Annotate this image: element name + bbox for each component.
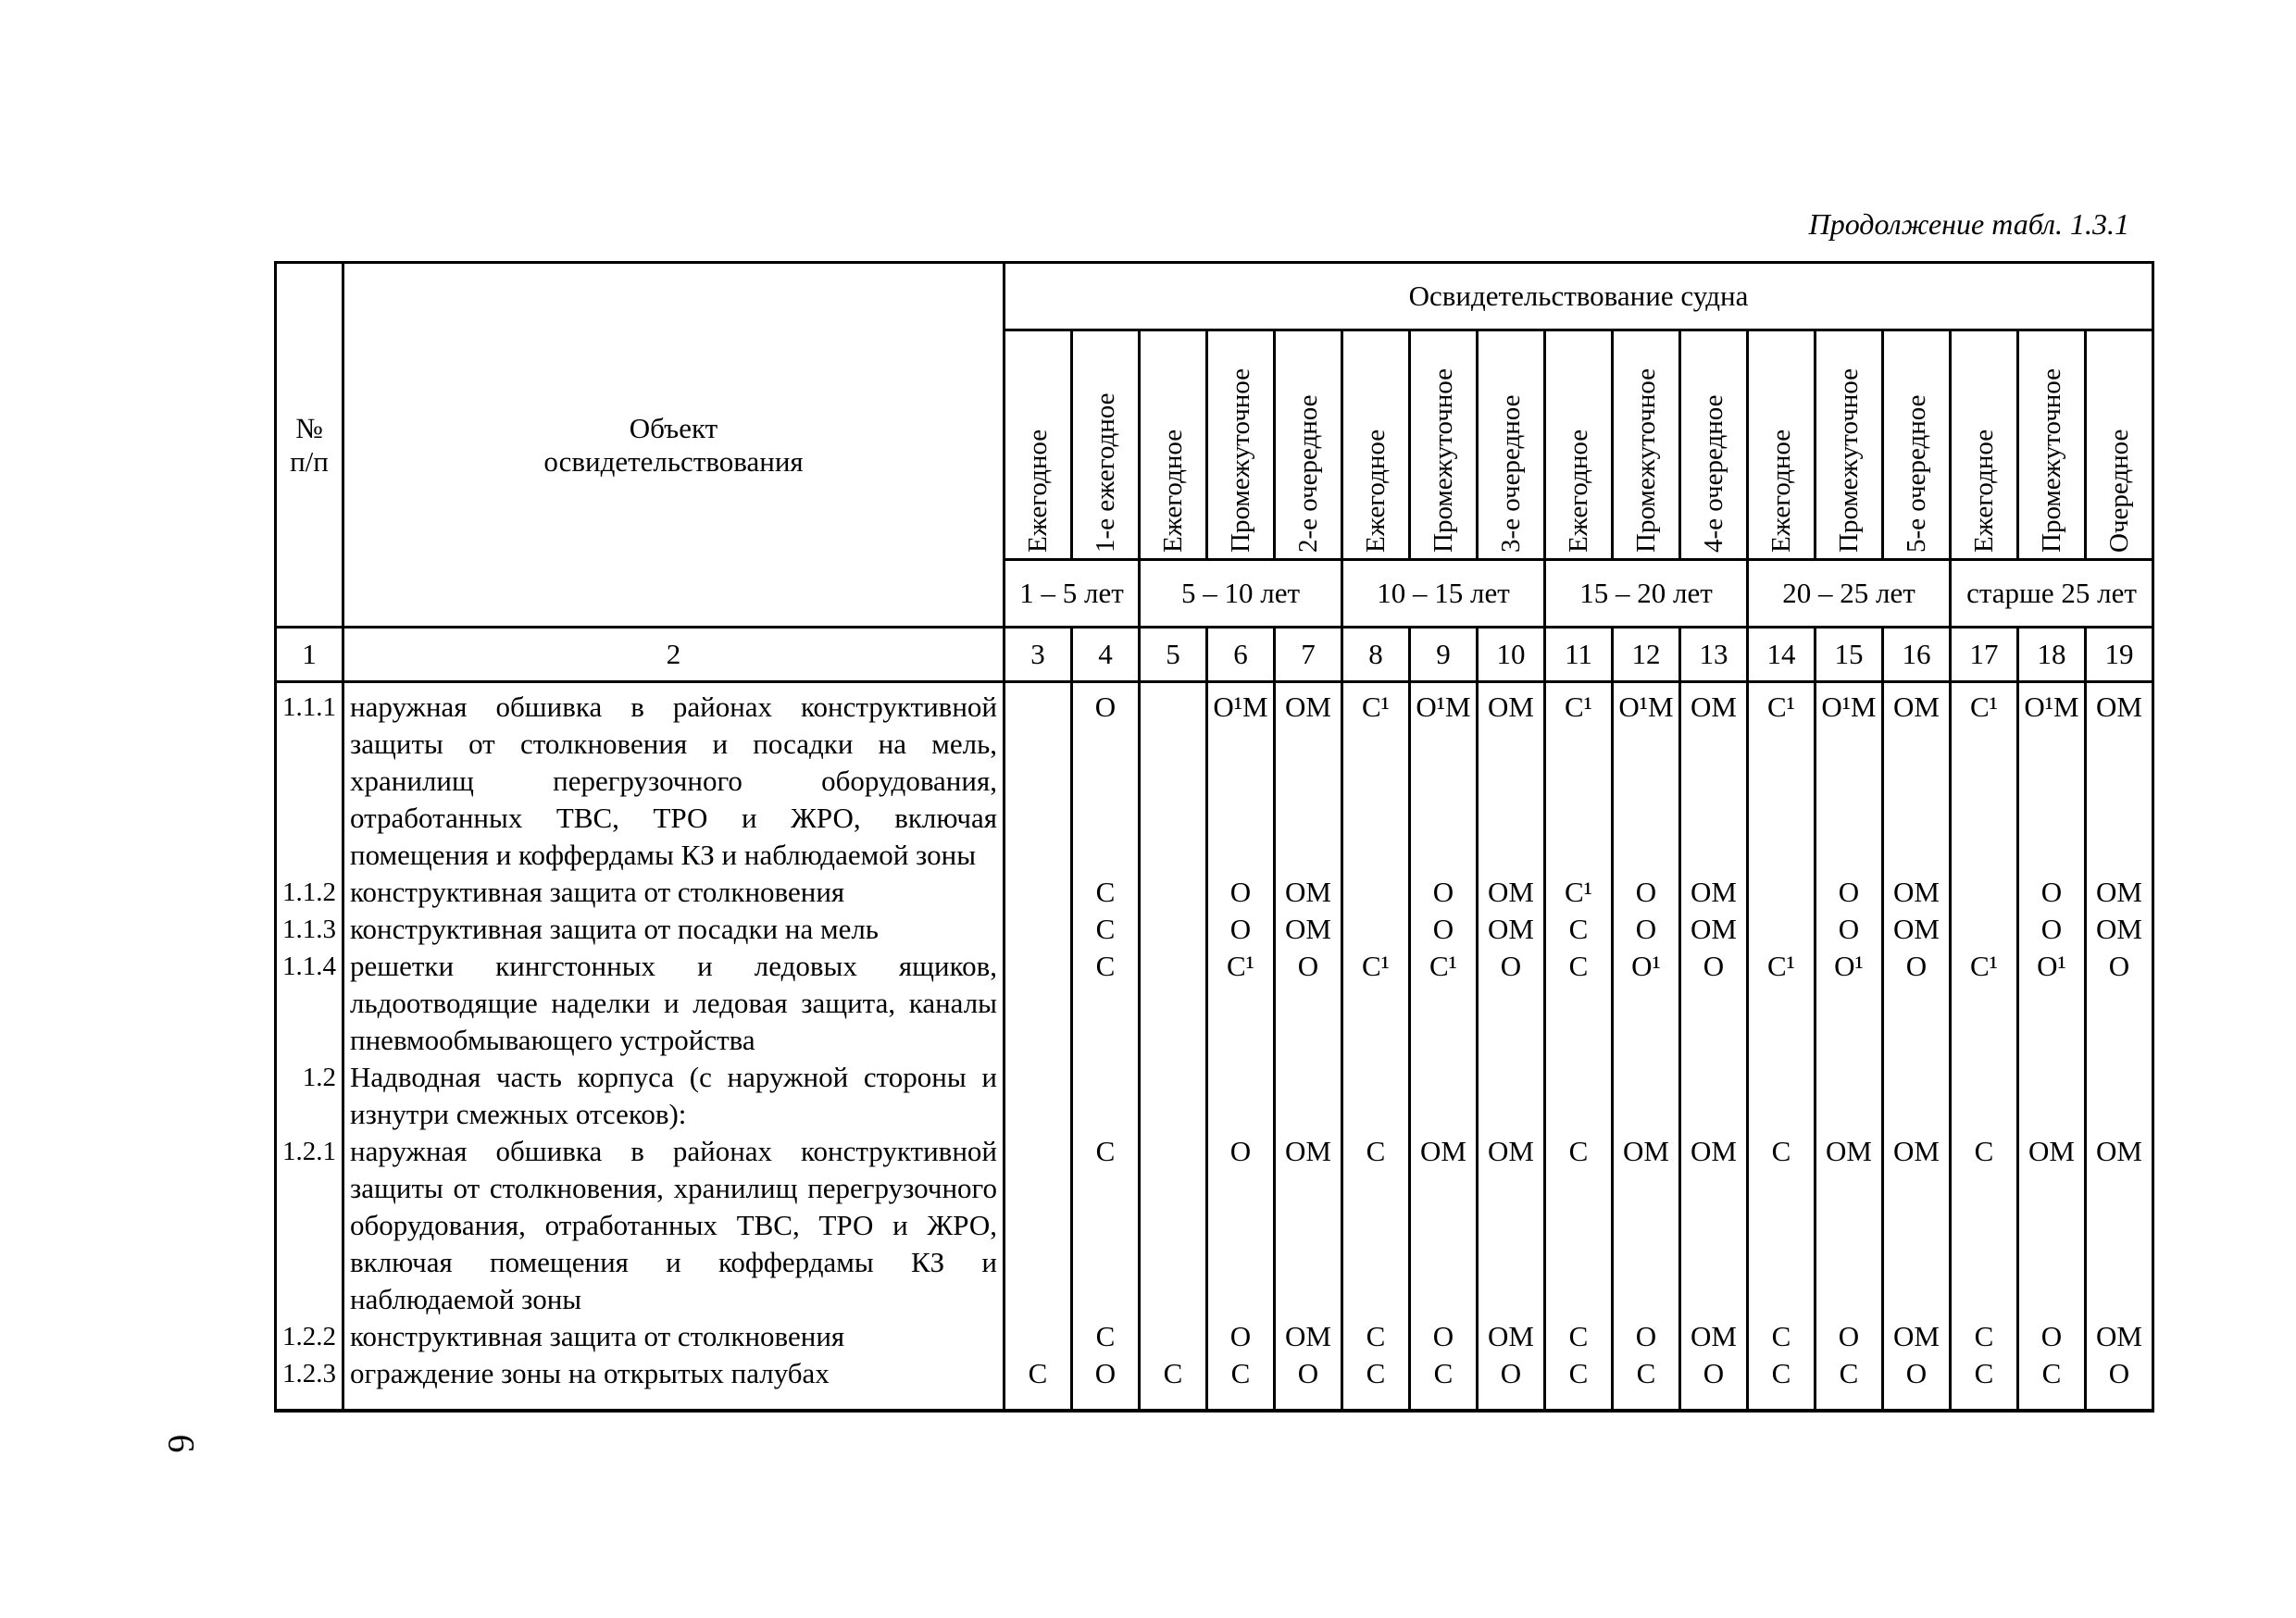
header-survey-type xyxy=(1072,330,1140,560)
table-row xyxy=(276,1355,2153,1411)
header-period: 10 – 15 лет xyxy=(1342,560,1545,628)
survey-cell: С xyxy=(1951,1318,2018,1355)
survey-cell: ОМ xyxy=(2086,682,2153,875)
column-number: 1 xyxy=(276,628,343,682)
survey-cell: О xyxy=(1207,1133,1275,1318)
survey-cell: ОМ xyxy=(1275,1133,1342,1318)
survey-cell xyxy=(1004,1318,1072,1355)
survey-cell xyxy=(1004,948,1072,1059)
survey-cell: С xyxy=(1545,1133,1613,1318)
header-survey-type xyxy=(1951,330,2018,560)
survey-cell xyxy=(1680,1059,1748,1133)
survey-cell: ОМ xyxy=(1613,1133,1680,1318)
survey-cell: С¹ xyxy=(1951,948,2018,1059)
survey-cell: О xyxy=(2018,1318,2086,1355)
survey-cell: ОМ xyxy=(1478,682,1545,875)
row-number: 1.1.2 xyxy=(276,874,343,911)
survey-cell: С xyxy=(1072,948,1140,1059)
survey-type-label: Промежуточное xyxy=(1225,367,1255,553)
survey-cell xyxy=(1140,874,1207,911)
survey-cell: ОМ xyxy=(1883,911,1951,948)
survey-cell: О xyxy=(2018,874,2086,911)
survey-cell: О xyxy=(1072,1355,1140,1411)
survey-cell: О xyxy=(1207,1318,1275,1355)
survey-cell xyxy=(1613,1059,1680,1133)
header-col-object: Объект освидетельствования xyxy=(343,263,1004,628)
header-survey-type xyxy=(1545,330,1613,560)
header-survey-type xyxy=(1613,330,1680,560)
survey-cell: С¹ xyxy=(1748,948,1816,1059)
table-row xyxy=(276,911,2153,948)
survey-type-label: 4-е очередное xyxy=(1698,394,1728,553)
survey-cell: ОМ xyxy=(1680,911,1748,948)
column-number: 6 xyxy=(1207,628,1275,682)
survey-cell: С¹ xyxy=(1342,948,1410,1059)
survey-cell: С¹ xyxy=(1545,874,1613,911)
survey-cell: О xyxy=(1816,1318,1883,1355)
survey-cell xyxy=(1342,874,1410,911)
survey-cell xyxy=(1004,911,1072,948)
row-object-text: конструктивная защита от посадки на мель xyxy=(343,911,1004,948)
header-survey-type xyxy=(1275,330,1342,560)
survey-cell xyxy=(1004,1133,1072,1318)
column-number: 5 xyxy=(1140,628,1207,682)
header-survey-type xyxy=(1680,330,1748,560)
survey-cell: О xyxy=(1410,874,1478,911)
survey-type-label: Промежуточное xyxy=(1833,367,1864,553)
survey-cell xyxy=(1004,1059,1072,1133)
survey-cell: ОМ xyxy=(1883,682,1951,875)
row-object-text: Надводная часть корпуса (с наружной стороны и изнутри смежных отсеков): xyxy=(343,1059,1004,1133)
row-object-text: ограждение зоны на открытых палубах xyxy=(343,1355,1004,1411)
row-number: 1.2.3 xyxy=(276,1355,343,1411)
survey-cell: О xyxy=(1613,874,1680,911)
survey-cell: С xyxy=(1748,1318,1816,1355)
row-object-text: решетки кингстонных и ледовых ящиков, льдоотводящие наделки и ледовая защита, каналы пневмообмывающего устройства xyxy=(343,948,1004,1059)
table-row xyxy=(276,1318,2153,1355)
survey-cell xyxy=(2018,1059,2086,1133)
survey-cell xyxy=(1140,1059,1207,1133)
survey-cell: С xyxy=(1207,1355,1275,1411)
survey-cell xyxy=(1342,1059,1410,1133)
survey-cell: О xyxy=(1680,1355,1748,1411)
survey-cell: О¹М xyxy=(1613,682,1680,875)
survey-type-label: 5-е очередное xyxy=(1901,394,1931,553)
column-number: 18 xyxy=(2018,628,2086,682)
survey-cell xyxy=(1883,1059,1951,1133)
column-number: 12 xyxy=(1613,628,1680,682)
table-row xyxy=(276,948,2153,1059)
survey-cell: С xyxy=(1613,1355,1680,1411)
survey-cell: ОМ xyxy=(2086,1318,2153,1355)
survey-cell: С xyxy=(1004,1355,1072,1411)
table-row xyxy=(276,682,2153,875)
survey-cell: С xyxy=(2018,1355,2086,1411)
survey-cell xyxy=(1748,1059,1816,1133)
row-number: 1.1.1 xyxy=(276,682,343,875)
survey-cell xyxy=(1140,911,1207,948)
survey-cell: С xyxy=(1545,1355,1613,1411)
row-number: 1.2.1 xyxy=(276,1133,343,1318)
survey-type-label: Очередное xyxy=(2103,429,2134,553)
table-continuation-caption: Продолжение табл. 1.3.1 xyxy=(1808,207,2129,241)
survey-cell: ОМ xyxy=(2018,1133,2086,1318)
column-number: 15 xyxy=(1816,628,1883,682)
survey-cell: ОМ xyxy=(1478,874,1545,911)
survey-cell: О¹М xyxy=(1410,682,1478,875)
header-survey-type xyxy=(1342,330,1410,560)
survey-cell: С¹ xyxy=(1748,682,1816,875)
survey-cell: О¹ xyxy=(1613,948,1680,1059)
header-col-number: № п/п xyxy=(276,263,343,628)
survey-cell: О xyxy=(1410,911,1478,948)
survey-cell xyxy=(1951,911,2018,948)
header-survey-type xyxy=(1816,330,1883,560)
survey-cell: С xyxy=(1342,1355,1410,1411)
survey-cell: ОМ xyxy=(2086,874,2153,911)
survey-cell xyxy=(1545,1059,1613,1133)
survey-cell xyxy=(1275,1059,1342,1133)
header-period: 5 – 10 лет xyxy=(1140,560,1342,628)
survey-cell: С xyxy=(1748,1133,1816,1318)
row-number: 1.2 xyxy=(276,1059,343,1133)
survey-cell xyxy=(1140,682,1207,875)
survey-type-label: Ежегодное xyxy=(1968,429,1999,553)
survey-cell: С xyxy=(1410,1355,1478,1411)
survey-cell: С xyxy=(1951,1355,2018,1411)
survey-cell: С¹ xyxy=(1410,948,1478,1059)
survey-cell: О¹М xyxy=(1816,682,1883,875)
column-number: 16 xyxy=(1883,628,1951,682)
survey-cell: С xyxy=(1140,1355,1207,1411)
header-survey-type xyxy=(1883,330,1951,560)
header-survey-type xyxy=(1207,330,1275,560)
survey-cell: ОМ xyxy=(1883,1133,1951,1318)
survey-cell: ОМ xyxy=(2086,911,2153,948)
survey-cell: С¹ xyxy=(1951,682,2018,875)
survey-cell: С xyxy=(1748,1355,1816,1411)
survey-cell: ОМ xyxy=(1816,1133,1883,1318)
survey-cell: С xyxy=(1072,1133,1140,1318)
survey-cell: О¹М xyxy=(2018,682,2086,875)
header-survey-type xyxy=(2086,330,2153,560)
survey-cell xyxy=(1207,1059,1275,1133)
survey-cell xyxy=(2086,1059,2153,1133)
row-object-text: наружная обшивка в районах конструктивной защиты от столкновения, хранилищ перегрузочного оборудования, отработанных ТВС, ТРО и ЖРО, включая помещения и коффердамы КЗ и наблюдаемой зоны xyxy=(343,1133,1004,1318)
header-survey-type xyxy=(1410,330,1478,560)
survey-cell: О xyxy=(1613,911,1680,948)
survey-cell: О xyxy=(1207,874,1275,911)
survey-type-label: 3-е очередное xyxy=(1495,394,1526,553)
table-row xyxy=(276,874,2153,911)
survey-cell: С xyxy=(1342,1318,1410,1355)
survey-cell: ОМ xyxy=(1680,874,1748,911)
row-object-text: наружная обшивка в районах конструктивной защиты от столкновения и посадки на мель, хранилищ перегрузочного оборудования, отработанных ТВС, ТРО и ЖРО, включая помещения и коффердамы КЗ и наблюдаемой зоны xyxy=(343,682,1004,875)
survey-type-label: Ежегодное xyxy=(1022,429,1053,553)
column-number: 17 xyxy=(1951,628,2018,682)
survey-cell xyxy=(1342,911,1410,948)
survey-cell: О xyxy=(1410,1318,1478,1355)
header-survey-type xyxy=(2018,330,2086,560)
survey-cell: О xyxy=(2018,911,2086,948)
survey-cell: С xyxy=(1816,1355,1883,1411)
survey-cell: О xyxy=(1883,1355,1951,1411)
survey-cell: ОМ xyxy=(1478,911,1545,948)
survey-cell: О xyxy=(1478,1355,1545,1411)
survey-cell: ОМ xyxy=(1478,1133,1545,1318)
survey-cell: С xyxy=(1072,874,1140,911)
survey-cell: О¹ xyxy=(1816,948,1883,1059)
survey-cell: О xyxy=(2086,1355,2153,1411)
survey-type-label: 2-е очередное xyxy=(1292,394,1323,553)
survey-cell: С xyxy=(1545,1318,1613,1355)
survey-cell xyxy=(1748,911,1816,948)
column-number: 8 xyxy=(1342,628,1410,682)
header-group-title: Освидетельствование судна xyxy=(1004,263,2153,330)
survey-cell xyxy=(1951,1059,2018,1133)
column-number: 7 xyxy=(1275,628,1342,682)
column-number: 10 xyxy=(1478,628,1545,682)
survey-cell: ОМ xyxy=(1680,1133,1748,1318)
row-object-text: конструктивная защита от столкновения xyxy=(343,1318,1004,1355)
survey-cell xyxy=(1140,948,1207,1059)
survey-cell: О xyxy=(1680,948,1748,1059)
header-period: 15 – 20 лет xyxy=(1545,560,1748,628)
survey-table xyxy=(274,261,2154,1413)
survey-cell: ОМ xyxy=(1680,1318,1748,1355)
survey-cell: О¹ xyxy=(2018,948,2086,1059)
survey-cell: С xyxy=(1545,911,1613,948)
column-number: 4 xyxy=(1072,628,1140,682)
survey-cell: ОМ xyxy=(1883,874,1951,911)
survey-type-label: Промежуточное xyxy=(2036,367,2066,553)
column-number: 11 xyxy=(1545,628,1613,682)
row-number: 1.1.4 xyxy=(276,948,343,1059)
survey-cell xyxy=(1004,682,1072,875)
survey-cell: О xyxy=(1072,682,1140,875)
survey-type-label: Ежегодное xyxy=(1563,429,1593,553)
survey-cell: О xyxy=(1816,874,1883,911)
survey-cell: С xyxy=(1072,911,1140,948)
page-number: 6 xyxy=(160,1434,203,1453)
row-object-text: конструктивная защита от столкновения xyxy=(343,874,1004,911)
survey-cell: ОМ xyxy=(1680,682,1748,875)
column-number: 9 xyxy=(1410,628,1478,682)
survey-cell xyxy=(1951,874,2018,911)
survey-cell: О xyxy=(1883,948,1951,1059)
survey-cell: О xyxy=(2086,948,2153,1059)
survey-cell: ОМ xyxy=(1275,911,1342,948)
survey-cell xyxy=(1072,1059,1140,1133)
column-number: 19 xyxy=(2086,628,2153,682)
survey-cell xyxy=(1816,1059,1883,1133)
survey-cell: С xyxy=(1072,1318,1140,1355)
survey-cell: ОМ xyxy=(1275,874,1342,911)
survey-cell: О xyxy=(1478,948,1545,1059)
survey-type-label: Ежегодное xyxy=(1360,429,1391,553)
survey-cell: О¹М xyxy=(1207,682,1275,875)
row-number: 1.2.2 xyxy=(276,1318,343,1355)
survey-type-label: Ежегодное xyxy=(1766,429,1796,553)
survey-cell: ОМ xyxy=(1275,1318,1342,1355)
column-number: 14 xyxy=(1748,628,1816,682)
survey-cell: О xyxy=(1613,1318,1680,1355)
survey-cell: ОМ xyxy=(1883,1318,1951,1355)
header-survey-type xyxy=(1004,330,1072,560)
table-row xyxy=(276,1133,2153,1318)
survey-cell: ОМ xyxy=(1410,1133,1478,1318)
row-number: 1.1.3 xyxy=(276,911,343,948)
survey-cell: С¹ xyxy=(1342,682,1410,875)
survey-type-label: Ежегодное xyxy=(1157,429,1188,553)
column-number: 13 xyxy=(1680,628,1748,682)
header-period: старше 25 лет xyxy=(1951,560,2153,628)
survey-cell: О xyxy=(1816,911,1883,948)
survey-cell: О xyxy=(1207,911,1275,948)
survey-cell: С xyxy=(1342,1133,1410,1318)
survey-cell: С¹ xyxy=(1207,948,1275,1059)
survey-type-label: 1-е ежегодное xyxy=(1090,392,1120,553)
survey-cell: С xyxy=(1951,1133,2018,1318)
survey-type-label: Промежуточное xyxy=(1428,367,1458,553)
survey-cell: ОМ xyxy=(1478,1318,1545,1355)
header-survey-type xyxy=(1140,330,1207,560)
survey-cell xyxy=(1410,1059,1478,1133)
survey-cell: О xyxy=(1275,1355,1342,1411)
header-period: 1 – 5 лет xyxy=(1004,560,1140,628)
survey-cell: С xyxy=(1545,948,1613,1059)
column-number: 3 xyxy=(1004,628,1072,682)
survey-cell xyxy=(1748,874,1816,911)
survey-cell xyxy=(1140,1318,1207,1355)
header-period: 20 – 25 лет xyxy=(1748,560,1951,628)
table-row xyxy=(276,1059,2153,1133)
survey-cell xyxy=(1140,1133,1207,1318)
survey-type-label: Промежуточное xyxy=(1630,367,1661,553)
header-survey-type xyxy=(1748,330,1816,560)
survey-cell: ОМ xyxy=(2086,1133,2153,1318)
survey-cell: О xyxy=(1275,948,1342,1059)
survey-cell xyxy=(1478,1059,1545,1133)
survey-cell: С¹ xyxy=(1545,682,1613,875)
survey-cell xyxy=(1004,874,1072,911)
column-number: 2 xyxy=(343,628,1004,682)
header-survey-type xyxy=(1478,330,1545,560)
survey-cell: ОМ xyxy=(1275,682,1342,875)
